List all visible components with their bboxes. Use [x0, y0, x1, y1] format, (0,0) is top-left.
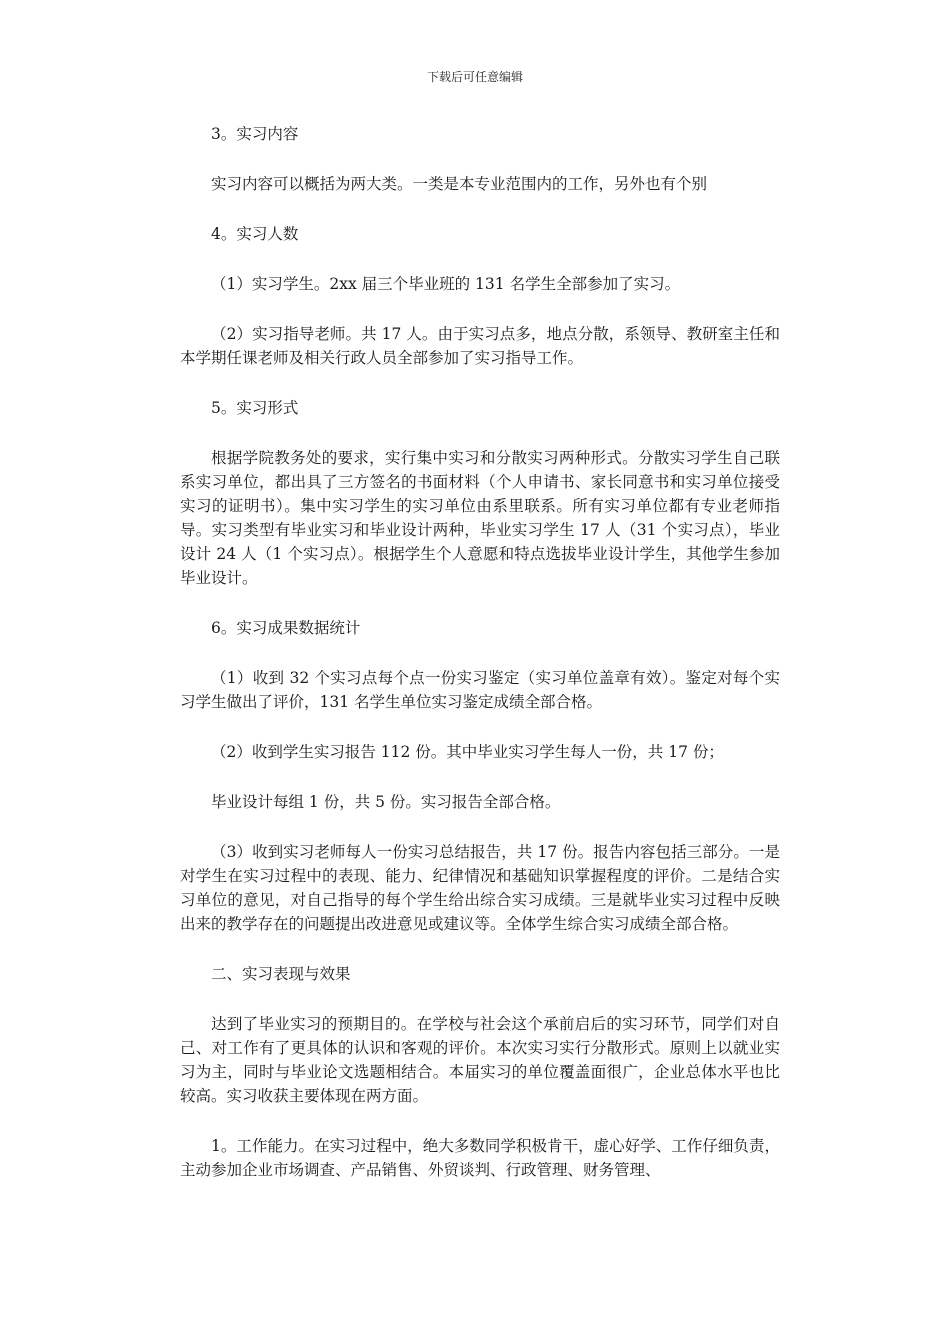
header-note: 下载后可任意编辑 [426, 70, 523, 84]
section-heading: 5。实习形式 [211, 399, 299, 417]
section-heading: 二、实习表现与效果 [211, 965, 351, 983]
paragraph: 根据学院教务处的要求，实行集中实习和分散实习两种形式。分散实习学生自己联系实习单位，都出具了三方签名的书面材料（个人申请书、家长同意书和实习单位接受实习的证明书）。集中实习学生的实习单位由系里联系。所有实习单位都有专业老师指导。实习类型有毕业实习和毕业设计两种，毕业实习学生 17 人（31 个实习点），毕业设计 24 人（1 个实习点）。根据学生个人意愿和特点选拔毕业设计学生，其他学生参加毕业设计。 [180, 449, 780, 587]
paragraph: （1）实习学生。2xx 届三个毕业班的 131 名学生全部参加了实习。 [211, 275, 681, 293]
paragraph: （2）实习指导老师。共 17 人。由于实习点多，地点分散，系领导、教研室主任和本学期任课老师及相关行政人员全部参加了实习指导工作。 [180, 325, 780, 367]
paragraph: 实习内容可以概括为两大类。一类是本专业范围内的工作，另外也有个别 [211, 175, 708, 193]
paragraph: 达到了毕业实习的预期目的。在学校与社会这个承前启后的实习环节，同学们对自己、对工作有了更具体的认识和客观的评价。本次实习实行分散形式。原则上以就业实习为主，同时与毕业论文选题相结合。本届实习的单位覆盖面很广，企业总体水平也比较高。实习收获主要体现在两方面。 [180, 1015, 780, 1105]
paragraph: （2）收到学生实习报告 112 份。其中毕业实习学生每人一份，共 17 份； [211, 743, 724, 761]
paragraph: （1）收到 32 个实习点每个点一份实习鉴定（实习单位盖章有效）。鉴定对每个实习学生做出了评价，131 名学生单位实习鉴定成绩全部合格。 [180, 669, 780, 711]
document-body [180, 122, 780, 1208]
section-heading: 6。实习成果数据统计 [211, 619, 361, 637]
section-heading: 4。实习人数 [211, 225, 299, 243]
paragraph: 1。工作能力。在实习过程中，绝大多数同学积极肯干，虚心好学、工作仔细负责，主动参加企业市场调查、产品销售、外贸谈判、行政管理、财务管理、 [180, 1137, 780, 1179]
section-heading: 3。实习内容 [211, 125, 299, 143]
paragraph: 毕业设计每组 1 份，共 5 份。实习报告全部合格。 [211, 793, 561, 811]
paragraph: （3）收到实习老师每人一份实习总结报告，共 17 份。报告内容包括三部分。一是对学生在实习过程中的表现、能力、纪律情况和基础知识掌握程度的评价。二是结合实习单位的意见，对自己指导的每个学生给出综合实习成绩。三是就毕业实习过程中反映出来的教学存在的问题提出改进意见或建议等。全体学生综合实习成绩全部合格。 [180, 843, 780, 933]
